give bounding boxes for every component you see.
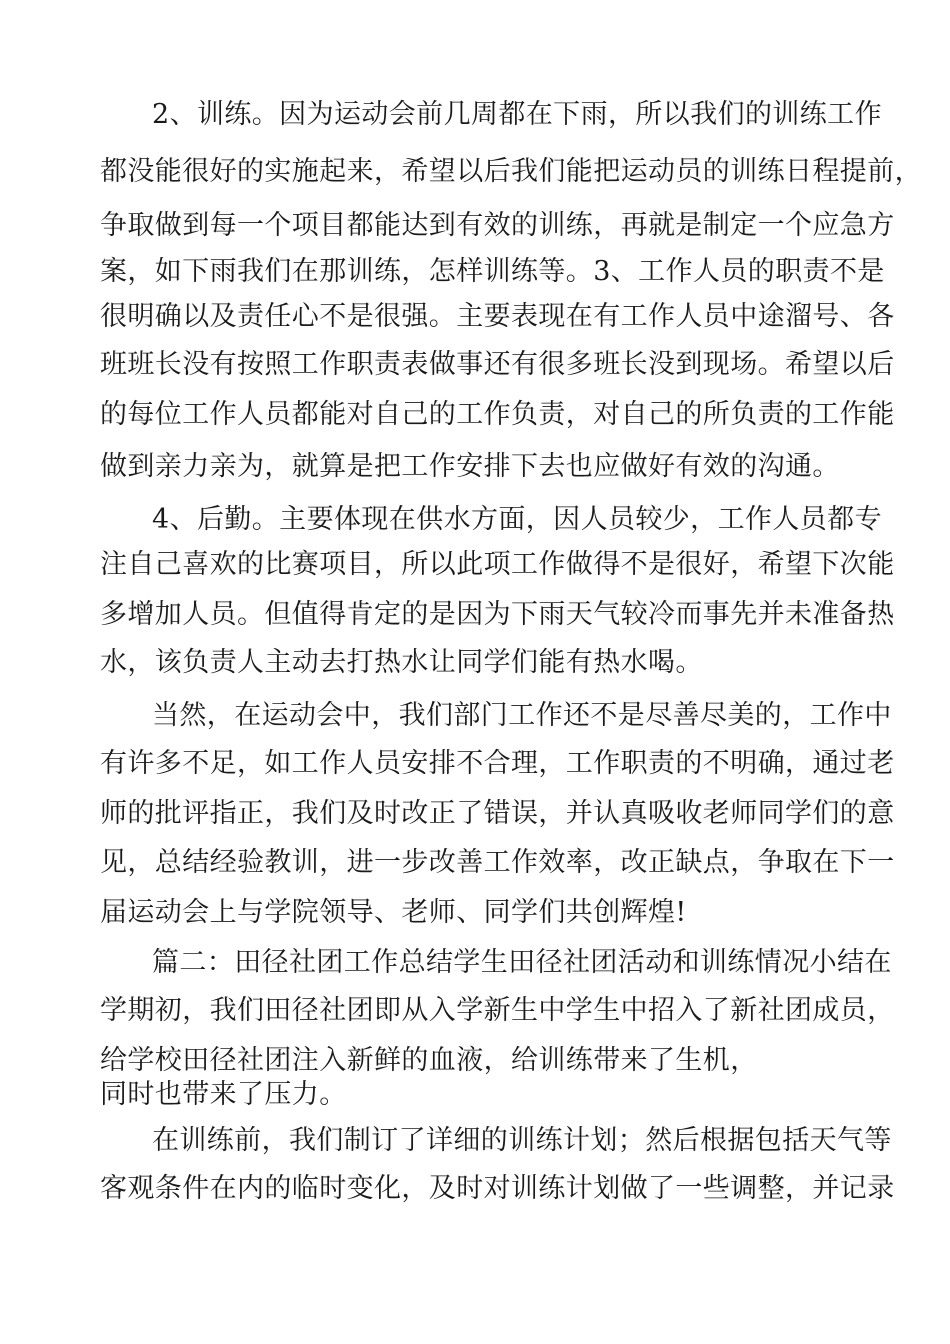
paragraph-line: 师的批评指正，我们及时改正了错误，并认真吸收老师同学们的意: [100, 798, 895, 829]
paragraph-line: 篇二：田径社团工作总结学生田径社团活动和训练情况小结在: [152, 947, 892, 978]
paragraph-line: 见，总结经验教训，进一步改善工作效率，改正缺点，争取在下一: [100, 847, 895, 878]
paragraph-line: 同时也带来了压力。: [100, 1079, 347, 1110]
paragraph-line: 很明确以及责任心不是很强。主要表现在有工作人员中途溜号、各: [100, 301, 895, 332]
paragraph-line: 在训练前，我们制订了详细的训练计划；然后根据包括天气等: [152, 1125, 892, 1156]
paragraph-line: 有许多不足，如工作人员安排不合理，工作职责的不明确，通过老: [100, 748, 895, 779]
paragraph-line: 当然，在运动会中，我们部门工作还不是尽善尽美的，工作中: [152, 700, 892, 731]
paragraph-line: 的每位工作人员都能对自己的工作负责，对自己的所负责的工作能: [100, 399, 895, 430]
paragraph-line: 案，如下雨我们在那训练，怎样训练等。3、工作人员的职责不是: [100, 256, 885, 287]
paragraph-line: 客观条件在内的临时变化，及时对训练计划做了一些调整，并记录: [100, 1173, 895, 1204]
paragraph-line: 多增加人员。但值得肯定的是因为下雨天气较冷而事先并未准备热: [100, 599, 895, 630]
paragraph-line: 注自己喜欢的比赛项目，所以此项工作做得不是很好，希望下次能: [100, 549, 895, 580]
paragraph-line: 4、后勤。主要体现在供水方面，因人员较少，工作人员都专: [152, 504, 882, 535]
paragraph-line: 2、训练。因为运动会前几周都在下雨，所以我们的训练工作: [152, 99, 882, 130]
paragraph-line: 水，该负责人主动去打热水让同学们能有热水喝。: [100, 647, 703, 678]
paragraph-line: 争取做到每一个项目都能达到有效的训练，再就是制定一个应急方: [100, 210, 895, 241]
paragraph-line: 学期初，我们田径社团即从入学新生中学生中招入了新社团成员，: [100, 995, 895, 1026]
paragraph-line: 届运动会上与学院领导、老师、同学们共创辉煌!: [100, 897, 687, 928]
paragraph-line: 给学校田径社团注入新鲜的血液，给训练带来了生机，: [100, 1045, 758, 1076]
paragraph-line: 都没能很好的实施起来，希望以后我们能把运动员的训练日程提前，: [100, 156, 922, 187]
paragraph-line: 做到亲力亲为，就算是把工作安排下去也应做好有效的沟通。: [100, 451, 840, 482]
paragraph-line: 班班长没有按照工作职责表做事还有很多班长没到现场。希望以后: [100, 349, 895, 380]
